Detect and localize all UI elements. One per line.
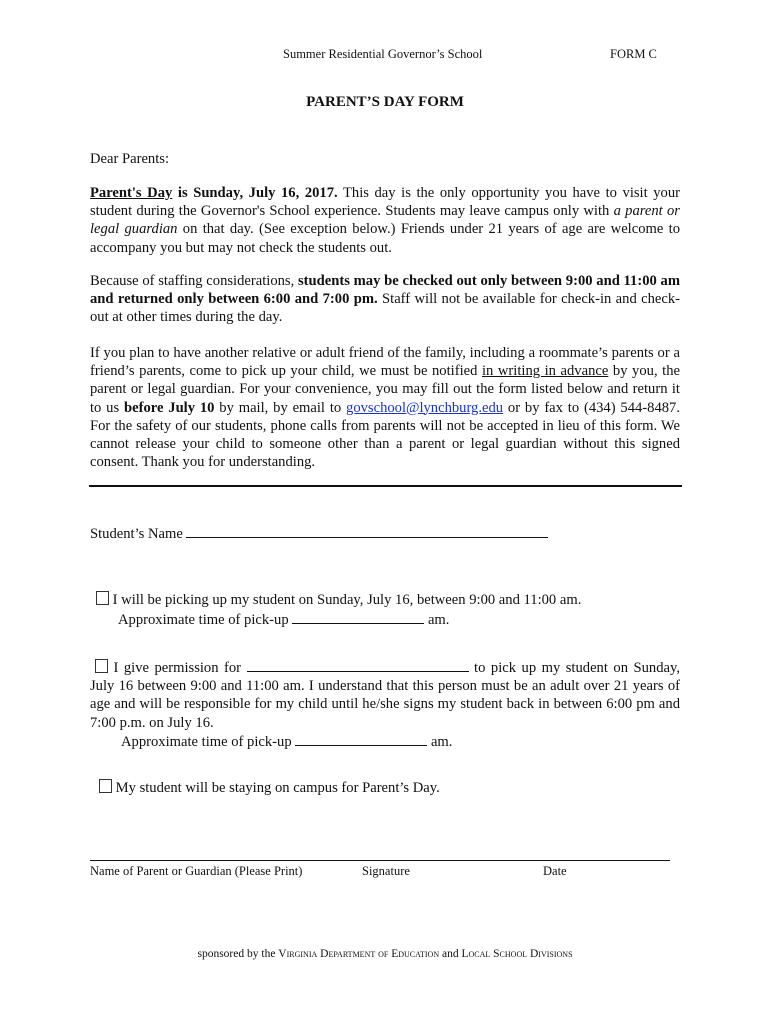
option2-time-field[interactable]: [295, 733, 427, 746]
option2-time-suffix: am.: [430, 734, 453, 750]
paragraph-pickup-policy: [90, 344, 680, 471]
option-parent-pickup: [96, 591, 686, 609]
para2-text-b: Staff will not be available for check-in and check-out at other times during the day.: [90, 291, 680, 326]
para2-text-a: Because of staffing considerations,: [90, 273, 298, 289]
para1-italic: a parent or legal guardian: [90, 203, 680, 238]
para3-underlined: in writing in advance: [481, 363, 609, 380]
email-link[interactable]: govschool@lynchburg.edu: [346, 399, 504, 416]
header-school-name: Summer Residential Governor’s School: [283, 47, 483, 61]
option3-text: My student will be staying on campus for Parent’s Day.: [115, 780, 440, 796]
footer-mid: and: [439, 948, 462, 960]
option1-time-label: Approximate time of pick-up: [118, 612, 289, 628]
para1-text-a: This day is the only opportunity you have to visit your student during the Governor's School experience. Students may leave campus only with: [90, 185, 680, 220]
option1-time-suffix: am.: [427, 612, 450, 628]
greeting: Dear Parents:: [90, 151, 170, 167]
header-form-id: FORM C: [610, 47, 657, 61]
student-name-field[interactable]: [186, 525, 548, 538]
page-title: PARENT’S DAY FORM: [306, 94, 464, 110]
option2-time-row: [121, 733, 681, 751]
option-stay-on-campus: [99, 779, 689, 797]
label-date: Date: [543, 864, 567, 878]
section-divider: [89, 485, 682, 487]
para3-text-a: If you plan to have another relative or adult friend of the family, including a roommate’s parents or a friend’s parents, come to pick up your child, we must be notified: [90, 345, 680, 380]
label-signature: Signature: [362, 864, 410, 878]
checkbox-stay-on-campus[interactable]: [99, 779, 112, 793]
option2-text: to pick up my student on Sunday, July 16 between 9:00 and 11:00 am. I understand that this person must be an adult over 21 years of age and will be responsible for my child until he/she signs my student back in between 6:00 pm and 7:00 p.m. on July 16.: [90, 660, 680, 731]
footer-sponsor: [0, 948, 770, 960]
parents-day-underlined: Parent's Day: [90, 185, 173, 201]
paragraph-parents-day: [90, 184, 680, 257]
label-parent-name: Name of Parent or Guardian (Please Print): [90, 864, 303, 878]
checkbox-permission[interactable]: [95, 659, 108, 673]
footer-pre: sponsored by the: [197, 948, 279, 960]
option2-time-label: Approximate time of pick-up: [121, 734, 292, 750]
signature-line[interactable]: [90, 860, 670, 861]
para3-text-b: by you, the parent or legal guardian. For your convenience, you may fill out the form listed below and return it to us: [90, 363, 680, 416]
student-name-row: [90, 525, 680, 543]
parents-day-date: is Sunday, July 16, 2017.: [172, 185, 338, 201]
footer-org2: Local School Divisions: [461, 948, 573, 960]
para3-bold: before July 10: [124, 399, 215, 416]
permitted-person-field[interactable]: [247, 659, 469, 672]
option1-time-row: [118, 611, 678, 629]
option1-time-field[interactable]: [292, 611, 424, 624]
option1-text: I will be picking up my student on Sunday, July 16, between 9:00 and 11:00 am.: [112, 592, 582, 608]
para2-bold: students may be checked out only between 9:00 and 11:00 am and returned only between 6:00 and 7:00 pm.: [90, 273, 680, 308]
option2-prefix: I give permission for: [113, 660, 242, 676]
para3-text-c: by mail, by email to: [214, 399, 347, 416]
option-permission: [90, 659, 680, 732]
checkbox-parent-pickup[interactable]: [96, 591, 109, 605]
para1-text-b: on that day. (See exception below.) Friends under 21 years of age are welcome to accompany you but may not check the students out.: [90, 221, 680, 256]
paragraph-staffing: [90, 272, 680, 327]
footer-org: Virginia Department of Education: [278, 948, 440, 960]
para3-text-d: or by fax to (434) 544-8487. For the safety of our students, phone calls from parents will not be accepted in lieu of this form. We cannot release your child to someone other than a parent or legal guardian without this signed consent. Thank you for understanding.: [90, 399, 681, 471]
student-name-label: Student’s Name: [90, 526, 183, 542]
